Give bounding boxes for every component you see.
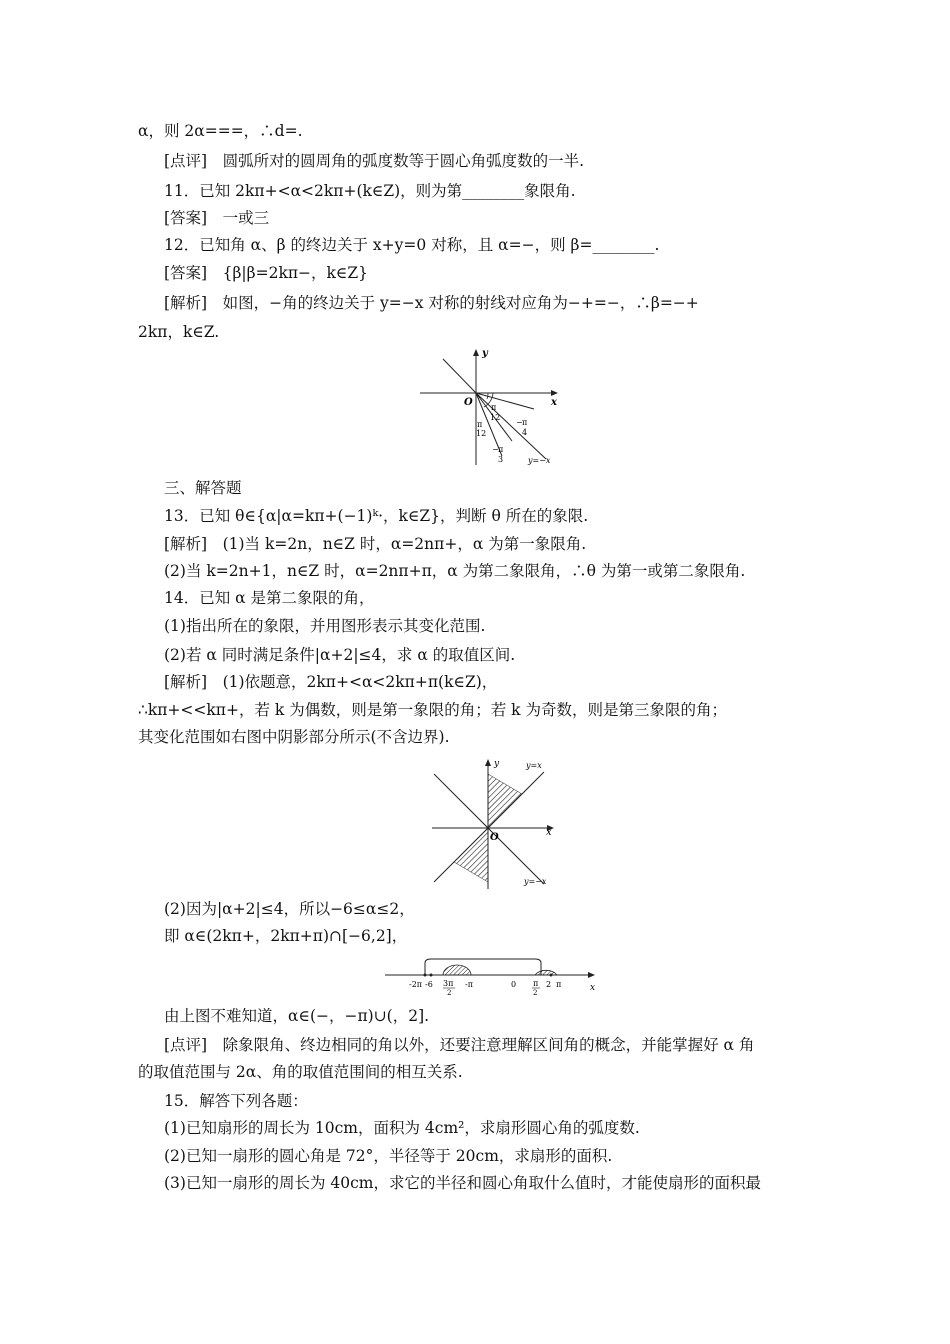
text-line: [解析] (1)当 k=2n，n∈Z 时，α=2nπ+，α 为第一象限角. <box>164 535 587 553</box>
text-line: [答案] 一或三 <box>164 209 270 227</box>
label-pi: π <box>477 420 483 429</box>
text-line: (1)已知扇形的周长为 10cm，面积为 4cm²，求扇形圆心角的弧度数. <box>164 1119 640 1137</box>
label-12: 12 <box>490 413 501 422</box>
text-line: (1)指出所在的象限，并用图形表示其变化范围. <box>164 617 486 635</box>
text-line: 的取值范围与 2α、角的取值范围间的相互关系. <box>138 1063 463 1081</box>
origin-label: O <box>464 397 473 408</box>
tick-label: π <box>556 980 562 989</box>
text-line: (2)当 k=2n+1，n∈Z 时，α=2nπ+π，α 为第二象限角，∴θ 为第一或第二象限角. <box>164 562 746 580</box>
text-line: (2)因为|α+2|≤4，所以−6≤α≤2， <box>164 900 415 918</box>
line-label-yx: y=x <box>526 761 542 770</box>
text-line: 13．已知 θ∈{α|α=kπ+(−1)ᵏ·，k∈Z}，判断 θ 所在的象限. <box>164 507 589 525</box>
text-line: 即 α∈(2kπ+，2kπ+π)∩[−6,2]， <box>164 927 408 945</box>
line-label-y-neg-x: y=−x <box>524 877 547 886</box>
text-line: [点评] 除象限角、终边相同的角以外，还要注意理解区间角的概念，并能掌握好 α 角 <box>164 1036 755 1054</box>
tick-label: 2 <box>447 989 452 996</box>
origin-label: O <box>490 832 499 843</box>
label-pi: π <box>522 418 528 427</box>
figure-number-line <box>385 954 605 996</box>
tick-label: 3π <box>443 979 454 988</box>
tick-label: -6 <box>425 980 433 989</box>
figure-shaded-region <box>428 756 558 891</box>
label-12: 12 <box>476 429 487 438</box>
text-line: 14．已知 α 是第二象限的角， <box>164 589 375 607</box>
tick-label: 2 <box>533 989 538 996</box>
label-pi: π <box>498 445 504 454</box>
figure-symmetric-angles <box>418 345 568 467</box>
text-line: 15．解答下列各题： <box>164 1092 308 1110</box>
text-line: [解析] 如图，−角的终边关于 y=−x 对称的射线对应角为−+=−，∴β=−+ <box>164 294 699 312</box>
text-line: [解析] (1)依题意，2kπ+<α<2kπ+π(k∈Z)， <box>164 673 498 691</box>
tick-label: 0 <box>511 980 517 989</box>
label-pi: π <box>491 403 497 412</box>
text-line: [答案] {β|β=2kπ−，k∈Z} <box>164 264 369 282</box>
section-heading: 三、解答题 <box>164 479 242 497</box>
text-line: (3)已知一扇形的周长为 40cm，求它的半径和圆心角取什么值时，才能使扇形的面积最 <box>164 1174 761 1192</box>
x-axis-label: x <box>551 397 557 408</box>
text-line: (2)已知一扇形的圆心角是 72°，半径等于 20cm，求扇形的面积. <box>164 1147 613 1165</box>
label-minus: − <box>516 418 523 427</box>
text-line: 由上图不难知道，α∈(−，−π)∪(，2]. <box>164 1007 430 1025</box>
text-line: (2)若 α 同时满足条件|α+2|≤4，求 α 的取值区间. <box>164 646 516 664</box>
line-label: y=−x <box>528 456 551 465</box>
label-3: 3 <box>498 455 504 464</box>
tick-label: -2π <box>409 980 423 989</box>
text-line: 12．已知角 α、β 的终边关于 x+y=0 对称，且 α=−，则 β=________. <box>164 236 660 254</box>
x-axis-label: x <box>590 983 596 993</box>
tick-label: 2 <box>546 980 552 989</box>
text-line: 11．已知 2kπ+<α<2kπ+(k∈Z)，则为第________象限角. <box>164 182 576 200</box>
tick-label: π <box>533 979 539 988</box>
text-line: α，则 2α===，∴d=. <box>138 122 303 140</box>
y-axis-label: y <box>494 759 500 769</box>
text-line: ∴kπ+<<kπ+，若 k 为偶数，则是第一象限的角；若 k 为奇数，则是第三象限的角； <box>138 701 727 719</box>
y-axis-label: y <box>482 348 488 359</box>
x-axis-label: x <box>546 827 552 838</box>
text-line: 其变化范围如右图中阴影部分所示(不含边界). <box>138 728 450 746</box>
label-minus: − <box>492 445 499 454</box>
label-4: 4 <box>522 428 528 437</box>
text-line: 2kπ，k∈Z. <box>138 323 220 341</box>
text-line: [点评] 圆弧所对的圆周角的弧度数等于圆心角弧度数的一半. <box>164 152 585 170</box>
tick-label: -π <box>465 980 473 989</box>
